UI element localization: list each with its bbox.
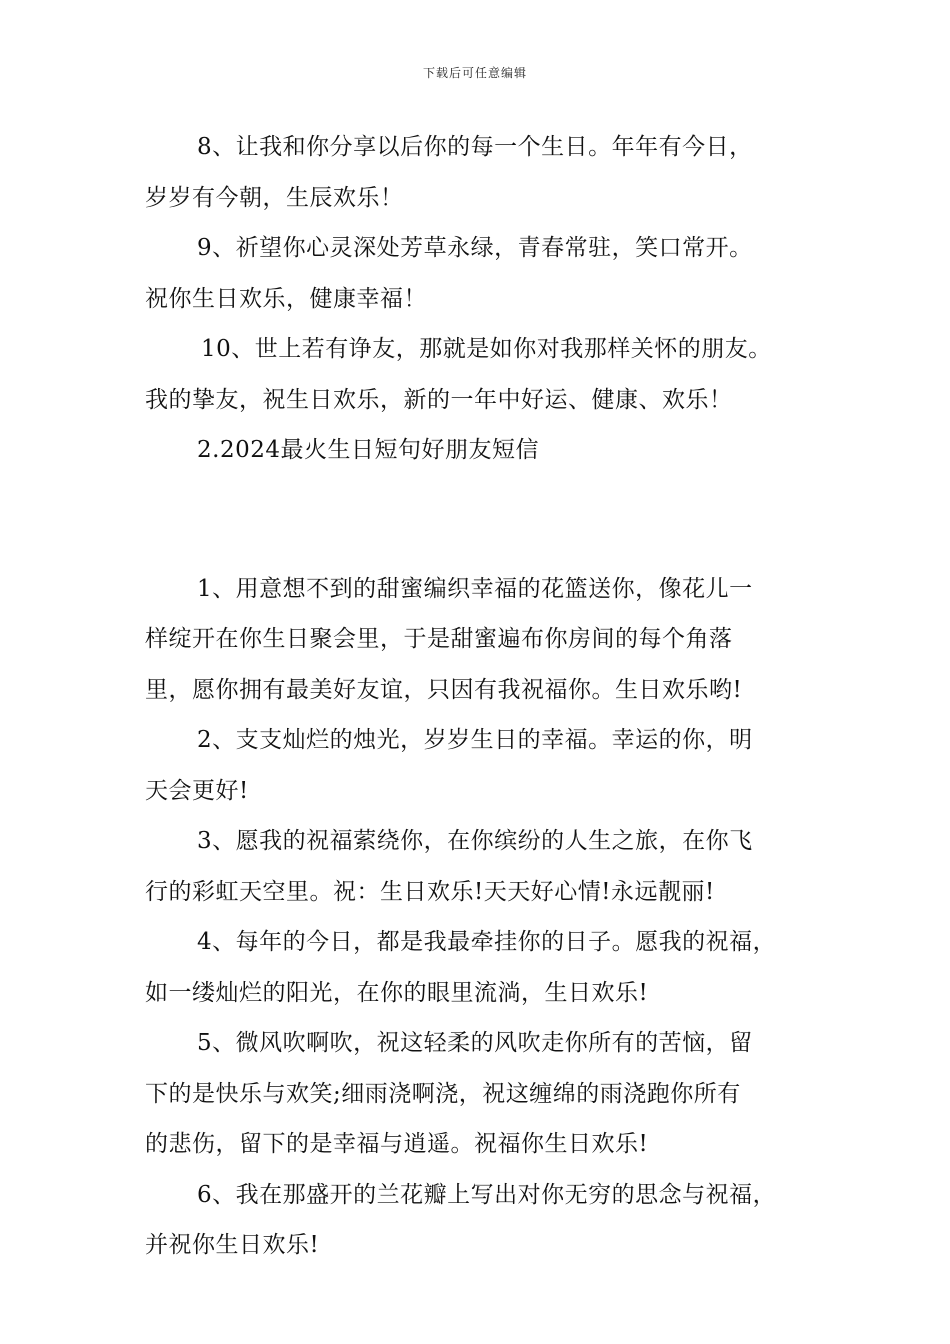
paragraph-line: 6、我在那盛开的兰花瓣上写出对你无穷的思念与祝福， <box>197 1181 777 1208</box>
paragraph-line: 4、每年的今日，都是我最牵挂你的日子。愿我的祝福， <box>197 929 777 955</box>
paragraph-line: 岁岁有今朝，生辰欢乐！ <box>145 184 404 211</box>
paragraph-line: 1、用意想不到的甜蜜编织幸福的花篮送你，像花儿一 <box>197 575 753 602</box>
paragraph-line: 下的是快乐与欢笑;细雨浇啊浇，祝这缠绵的雨浇跑你所有 <box>145 1080 741 1107</box>
paragraph-line: 天会更好! <box>145 777 249 804</box>
page-header: 下载后可任意编辑 <box>422 66 527 80</box>
paragraph-line: 9、祈望你心灵深处芳草永绿，青春常驻，笑口常开。 <box>197 235 753 261</box>
paragraph-line: 如一缕灿烂的阳光，在你的眼里流淌，生日欢乐! <box>145 979 649 1006</box>
paragraph-line: 并祝你生日欢乐! <box>145 1232 320 1258</box>
paragraph-line: 的悲伤，留下的是幸福与逍遥。祝福你生日欢乐! <box>145 1131 649 1157</box>
paragraph-line: 我的挚友，祝生日欢乐，新的一年中好运、健康、欢乐！ <box>145 386 733 413</box>
paragraph-line: 样绽开在你生日聚会里，于是甜蜜遍布你房间的每个角落 <box>145 626 733 652</box>
paragraph-line: 3、愿我的祝福萦绕你，在你缤纷的人生之旅，在你飞 <box>197 828 753 854</box>
section-heading: 2.2024最火生日短句好朋友短信 <box>197 437 539 463</box>
paragraph-line: 祝你生日欢乐，健康幸福！ <box>145 285 427 312</box>
paragraph-line: 里，愿你拥有最美好友谊，只因有我祝福你。生日欢乐哟! <box>145 676 743 703</box>
document-body <box>145 128 825 1277</box>
paragraph-line: 8、让我和你分享以后你的每一个生日。年年有今日， <box>197 134 753 160</box>
paragraph-line: 2、支支灿烂的烛光，岁岁生日的幸福。幸运的你，明 <box>197 727 753 753</box>
paragraph-line: 10、世上若有诤友，那就是如你对我那样关怀的朋友。 <box>201 336 772 362</box>
spacer <box>145 482 825 570</box>
paragraph-line: 行的彩虹天空里。祝：生日欢乐!天天好心情!永远靓丽! <box>145 878 715 905</box>
paragraph-line: 5、微风吹啊吹，祝这轻柔的风吹走你所有的苦恼，留 <box>197 1030 753 1056</box>
